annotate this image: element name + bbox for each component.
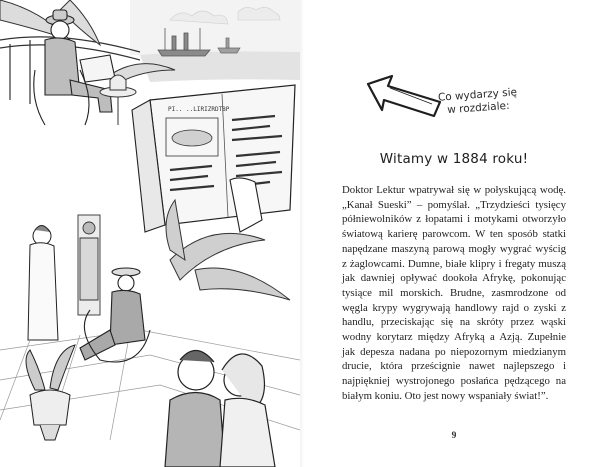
chapter-preview-line1: Co wydarzy się — [437, 86, 518, 104]
chapter-body — [342, 183, 566, 404]
text-page — [304, 0, 604, 467]
suez-canal-illustration — [0, 0, 300, 467]
potted-plant-icon — [26, 345, 75, 440]
chapter-preview-line2: w rozdziale: — [446, 99, 510, 117]
kissing-couple-figure — [165, 350, 275, 467]
body-paragraph: Doktor Lektur wpatrywał się w połyskującą wodę. „Kanał Sueski” – pomyślał. „Trzydzieści tysięcy półniewolników z łopatami i motykami otworzyło światową karierę parowcom. W ten sposób statki napędzane maszyną parową mogły wygrać wyścig z żaglowcami. Dumne, białe klipry i fregaty muszą jak dawniej opływać dookoła Afrykę, pokonując tysiące mil morskich. Brudne, zasmrodzone od węgla krypy wygrywają handlowy rajd o zyski z handlu, przeciskając się na skróty przez wąski wodny korytarz między Afryką a Azją. Zupełnie jak depesza nadana po niepozornym miedzianym drucie, która prześcignie nawet najlepszego i najpiękniej wystrojonego posłańca pędzącego na białym koniu. Oto jest nowy wspaniały świat!”. — [342, 184, 566, 402]
svg-text:PI.. ..LIRIZRDTBP: PI.. ..LIRIZRDTBP — [168, 106, 230, 113]
chapter-title: Witamy w 1884 roku! — [379, 151, 529, 167]
illustration-page — [0, 0, 300, 467]
newspaper-illustration — [132, 85, 295, 232]
page-number: 9 — [451, 431, 457, 441]
chapter-preview-label — [427, 86, 529, 119]
woman-figure — [28, 225, 58, 340]
